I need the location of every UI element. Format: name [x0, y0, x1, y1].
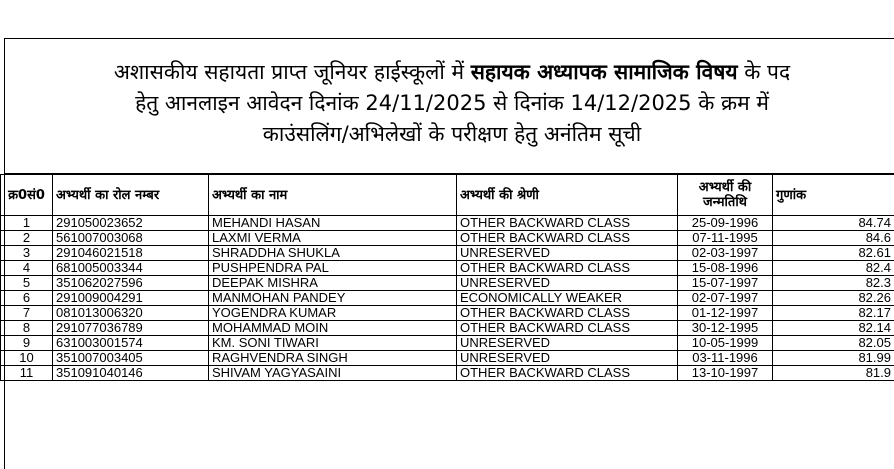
- name-cell: YOGENDRA KUMAR: [209, 306, 457, 321]
- document-sheet: [4, 38, 894, 469]
- name-cell: SHRADDHA SHUKLA: [209, 246, 457, 261]
- category-cell: OTHER BACKWARD CLASS: [457, 231, 678, 246]
- table-row: [1, 246, 894, 261]
- score-cell: 82.26: [773, 291, 894, 306]
- dob-cell: 10-05-1999: [678, 336, 773, 351]
- category-cell: UNRESERVED: [457, 351, 678, 366]
- dob-cell: 01-12-1997: [678, 306, 773, 321]
- table-row: [1, 351, 894, 366]
- table-row: [1, 216, 894, 231]
- score-cell: 82.17: [773, 306, 894, 321]
- serial-cell: 5: [1, 276, 53, 291]
- name-cell: LAXMI VERMA: [209, 231, 457, 246]
- serial-cell: 6: [1, 291, 53, 306]
- name-cell: MANMOHAN PANDEY: [209, 291, 457, 306]
- name-cell: SHIVAM YAGYASAINI: [209, 366, 457, 381]
- score-cell: 82.4: [773, 261, 894, 276]
- category-cell: UNRESERVED: [457, 276, 678, 291]
- name-cell: PUSHPENDRA PAL: [209, 261, 457, 276]
- name-cell: KM. SONI TIWARI: [209, 336, 457, 351]
- table-row: [1, 261, 894, 276]
- dob-cell: 15-08-1996: [678, 261, 773, 276]
- header-name: अभ्यर्थी का नाम: [209, 175, 457, 216]
- serial-cell: 8: [1, 321, 53, 336]
- score-cell: 82.3: [773, 276, 894, 291]
- table-row: [1, 306, 894, 321]
- dob-cell: 25-09-1996: [678, 216, 773, 231]
- table-row: [1, 231, 894, 246]
- name-cell: RAGHVENDRA SINGH: [209, 351, 457, 366]
- roll-number-cell: 291009004291: [53, 291, 209, 306]
- category-cell: OTHER BACKWARD CLASS: [457, 306, 678, 321]
- roll-number-cell: 291046021518: [53, 246, 209, 261]
- dob-cell: 13-10-1997: [678, 366, 773, 381]
- title-line-2: हेतु आनलाइन आवेदन दिनांक 24/11/2025 से दिनांक 14/12/2025 के क्रम में: [5, 88, 894, 119]
- name-cell: MOHAMMAD MOIN: [209, 321, 457, 336]
- score-cell: 82.05: [773, 336, 894, 351]
- serial-cell: 7: [1, 306, 53, 321]
- table-row: [1, 336, 894, 351]
- header-roll-number: अभ्यर्थी का रोल नम्बर: [53, 175, 209, 216]
- header-dob: अभ्यर्थी की जन्मतिथि: [678, 175, 773, 216]
- serial-cell: 9: [1, 336, 53, 351]
- roll-number-cell: 681005003344: [53, 261, 209, 276]
- roll-number-cell: 351007003405: [53, 351, 209, 366]
- roll-number-cell: 081013006320: [53, 306, 209, 321]
- roll-number-cell: 631003001574: [53, 336, 209, 351]
- dob-cell: 02-03-1997: [678, 246, 773, 261]
- header-serial: क्र0सं0: [1, 175, 53, 216]
- score-cell: 81.9: [773, 366, 894, 381]
- table-row: [1, 276, 894, 291]
- score-cell: 82.14: [773, 321, 894, 336]
- category-cell: ECONOMICALLY WEAKER: [457, 291, 678, 306]
- title-post-name: सहायक अध्यापक सामाजिक विषय: [471, 60, 738, 84]
- dob-cell: 02-07-1997: [678, 291, 773, 306]
- category-cell: OTHER BACKWARD CLASS: [457, 261, 678, 276]
- score-cell: 82.61: [773, 246, 894, 261]
- serial-cell: 4: [1, 261, 53, 276]
- table-body: [1, 216, 894, 381]
- candidate-table: [0, 174, 894, 381]
- roll-number-cell: 291050023652: [53, 216, 209, 231]
- table-row: [1, 291, 894, 306]
- dob-cell: 15-07-1997: [678, 276, 773, 291]
- serial-cell: 11: [1, 366, 53, 381]
- title-line-3: काउंसलिंग/अभिलेखों के परीक्षण हेतु अनंतिम सूची: [5, 119, 894, 150]
- category-cell: UNRESERVED: [457, 336, 678, 351]
- title-line-1: [5, 57, 894, 88]
- score-cell: 84.6: [773, 231, 894, 246]
- page-title: [5, 39, 894, 174]
- category-cell: OTHER BACKWARD CLASS: [457, 366, 678, 381]
- category-cell: UNRESERVED: [457, 246, 678, 261]
- dob-cell: 07-11-1995: [678, 231, 773, 246]
- score-cell: 81.99: [773, 351, 894, 366]
- score-cell: 84.74: [773, 216, 894, 231]
- serial-cell: 3: [1, 246, 53, 261]
- serial-cell: 10: [1, 351, 53, 366]
- table-row: [1, 321, 894, 336]
- roll-number-cell: 351062027596: [53, 276, 209, 291]
- roll-number-cell: 351091040146: [53, 366, 209, 381]
- roll-number-cell: 291077036789: [53, 321, 209, 336]
- serial-cell: 1: [1, 216, 53, 231]
- category-cell: OTHER BACKWARD CLASS: [457, 216, 678, 231]
- name-cell: MEHANDI HASAN: [209, 216, 457, 231]
- dob-cell: 30-12-1995: [678, 321, 773, 336]
- roll-number-cell: 561007003068: [53, 231, 209, 246]
- table-header-row: [1, 175, 894, 216]
- name-cell: DEEPAK MISHRA: [209, 276, 457, 291]
- category-cell: OTHER BACKWARD CLASS: [457, 321, 678, 336]
- dob-cell: 03-11-1996: [678, 351, 773, 366]
- serial-cell: 2: [1, 231, 53, 246]
- title-line-1-text: अशासकीय सहायता प्राप्त जूनियर हाईस्कूलों में: [114, 60, 471, 84]
- table-row: [1, 366, 894, 381]
- header-score: गुणांक: [773, 175, 894, 216]
- title-line-1-suffix: के पद: [738, 60, 791, 84]
- header-category: अभ्यर्थी की श्रेणी: [457, 175, 678, 216]
